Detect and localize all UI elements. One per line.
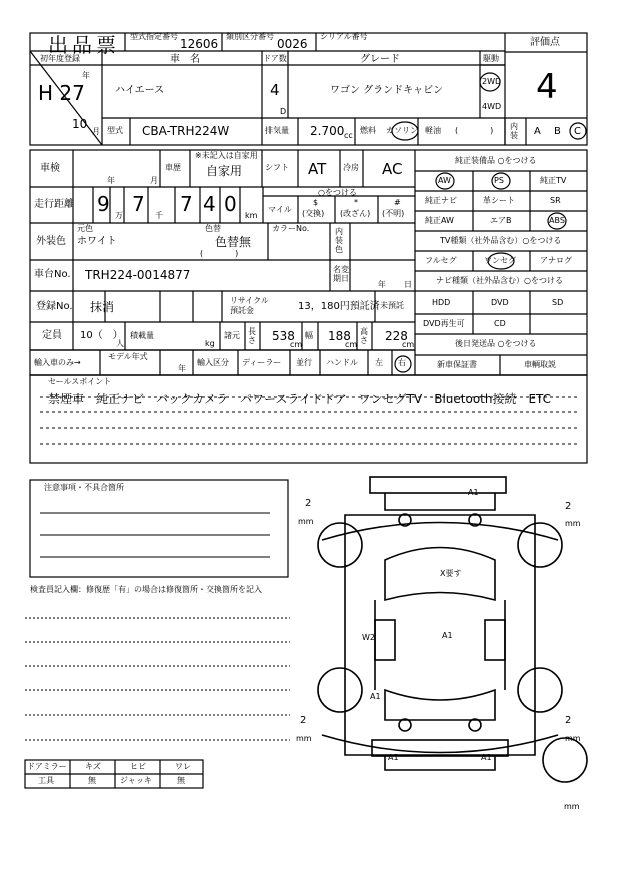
height-unit: cm [402,340,415,349]
meter-swap-a: $ [313,198,319,207]
steering-left: 左 [375,358,383,367]
mark-rear-bumper-left: A1 [388,753,399,762]
color-change: 色替無 [215,235,252,249]
rating-value: 4 [536,67,558,107]
color-change-label: 色替 [205,224,221,233]
tire-fr-mm: mm [565,519,581,528]
tools-value-3: ジャッキ [120,776,152,785]
registration-label: 登録No. [36,301,73,312]
capacity: 10（ ） [80,330,123,341]
tv-fullseg: フルセグ [425,256,457,265]
interior-color-label: 内装色 [335,227,343,254]
navi-title: ナビ種類（社外品含む）○をつける [436,276,563,285]
load-unit: kg [205,339,215,348]
model-year-unit: 年 [178,364,186,373]
chassis: TRH224-0014877 [85,268,191,282]
interior-label: 内装 [510,122,518,140]
navi-hdd: HDD [432,298,451,307]
tire-fl-mm: mm [298,517,314,526]
displacement: 2.700 [310,124,345,138]
type-no: 12606 [180,37,219,51]
mileage-digit-2: 7 [132,192,145,216]
equip-title: 純正装備品 ○をつける [455,156,537,165]
meter-swap-b: (交換) [302,209,325,218]
interior-b: B [554,126,561,137]
door-code: D [280,107,287,116]
doors: 4 [270,81,280,99]
interior-a: A [534,126,541,137]
grade-label: グレード [360,54,400,65]
name-change-year: 年 [378,280,386,289]
original-color-label: 元色 [77,224,93,233]
inspection-label: 車検 [40,163,60,174]
equip-navi: 純正ナビ [425,196,457,205]
mark-left-door: W2 [362,633,375,642]
month-unit: 月 [92,127,100,136]
mileage-digit-3: 7 [180,192,193,216]
navi-dvd: DVD [491,298,509,307]
first-reg-month: 10 [72,117,88,131]
tools-value-4: 無 [177,776,185,785]
meter-unknown-b: (不明) [382,209,405,218]
spare-mm: mm [564,802,580,811]
sales-text: 禁煙車 純正ナビ バックカメラ パワースライドドア ワンセグTV Bluetooth接続 ETC [48,392,552,406]
tv-title: TV種類（社外品含む）○をつける [440,236,562,245]
dealer: ディーラー [242,358,282,367]
mileage-unit-sen: 千 [155,211,163,220]
tire-rr-mm: mm [565,734,581,743]
tire-rr-depth: 2 [565,715,572,726]
notes-label: 注意事項・不具合箇所 [44,483,124,492]
shift: AT [308,160,327,178]
serial-label: シリアル番号 [320,32,368,41]
meter-mile: マイル [268,205,292,214]
mark-center: A1 [442,631,453,640]
recycle-alt: 未預託 [380,301,404,310]
meter-unknown-a: # [394,198,401,207]
mileage-label: 走行距離 [34,199,74,210]
rating-label: 評価点 [530,37,560,48]
navi-sd: SD [552,298,564,307]
load-label: 積載量 [130,331,154,340]
equip-genuine-aw: 純正AW [425,216,454,225]
km-unit: km [245,211,258,220]
registration: 抹消 [90,300,115,314]
usage-note: ※未記入は自家用 [195,151,258,160]
color-code-label: カラーNo. [272,224,310,233]
drive-label: 駆動 [483,54,499,63]
height: 228 [385,329,408,343]
mileage-unit-man: 万 [115,211,123,220]
width-label: 幅 [305,331,313,340]
tools-header-2: キズ [85,762,101,771]
interior-c: C [574,126,581,137]
navi-cd: CD [494,319,506,328]
class-no: 0026 [277,37,308,51]
equip-tv: 純正TV [540,176,567,185]
meter-tamper-b: (改ざん) [340,209,371,218]
tools-header-1: ドアミラー [27,762,67,771]
inspection-month: 月 [150,176,158,185]
length: 538 [272,329,295,343]
year-unit: 年 [82,71,90,80]
displacement-label: 排気量 [265,126,289,135]
equip-airbag: エアB [490,216,512,225]
import-label: 輸入車のみ→ [34,358,81,367]
dims-label: 諸元 [224,331,240,340]
ac-label: 冷房 [343,163,359,172]
tire-fr-depth: 2 [565,501,572,512]
inspector-label: 検査員記入欄：修復歴「有」の場合は修復箇所・交換箇所を記入 [30,585,262,594]
grade: ワゴン グランドキャビン [330,85,444,96]
equip-abs: ABS [549,216,565,225]
tire-rl-depth: 2 [300,715,307,726]
docs-warranty: 新車保証書 [437,360,477,369]
type-no-label: 型式指定番号 [130,32,178,41]
sales-label: セールスポイント [48,377,112,386]
tire-fl-depth: 2 [305,498,312,509]
fuel-paren: ( ) [455,126,494,135]
name-change-label: 名変期日 [333,265,349,283]
tools-header-4: ワレ [175,762,191,771]
car-name-label: 車 名 [170,54,200,65]
tools-header-3: ヒビ [130,762,146,771]
color-paren: ( ) [200,249,239,258]
height-label: 高さ [360,327,368,345]
mileage-digit-1: 9 [97,192,110,216]
usage-label: 車歴 [165,163,181,172]
tools-value-2: 無 [88,776,96,785]
recycle-label: リサイクル預託金 [230,296,269,315]
navi-dvd-play: DVD再生可 [423,319,465,328]
model-label: 型式 [107,126,123,135]
tv-oneseg: ワンセグ [484,256,516,265]
mileage-digit-5: 0 [224,192,237,216]
equip-sr: SR [550,196,561,205]
tv-analog: アナログ [540,256,572,265]
first-reg-era: H 27 [38,81,85,105]
class-no-label: 類別区分番号 [226,32,274,41]
car-name: ハイエース [115,85,165,96]
capacity-label: 定員 [42,330,62,341]
inspection-year: 年 [107,176,115,185]
tire-rl-mm: mm [296,734,312,743]
displacement-unit: cc [344,131,353,140]
width: 188 [328,329,351,343]
docs-title: 後日発送品 ○をつける [455,339,537,348]
length-label: 長さ [248,327,256,345]
drive-4wd: 4WD [482,102,502,111]
width-unit: cm [345,340,358,349]
steering-right: 右 [398,358,406,367]
equip-ps: PS [494,176,504,185]
form-title: 出品票 [48,33,120,57]
mileage-digit-4: 4 [203,192,216,216]
tools-value-1: 工具 [38,776,54,785]
first-reg-label: 初年度登録 [40,54,80,63]
import-type-label: 輸入区分 [197,358,229,367]
model-year-label: モデル年式 [108,352,148,361]
mark-rear-left: A1 [370,692,381,701]
fuel: ガソリン [386,126,418,135]
steering-label: ハンドル [326,358,358,367]
mark-rear-bumper-right: A1 [481,753,492,762]
meter-check-note: ○をつける [318,188,357,197]
model: CBA-TRH224W [142,124,230,138]
person-unit: 人 [116,339,124,348]
doors-label: ドア数 [263,54,287,63]
meter-tamper-a: * [354,198,358,207]
ac: AC [382,160,403,178]
equip-aw: AW [438,176,451,185]
mark-roof: X要す [440,569,462,578]
color-label: 外装色 [36,236,66,247]
equip-leather: 革シート [483,196,515,205]
original-color: ホワイト [77,236,117,247]
mark-front-bumper: A1 [468,488,479,497]
fuel-label: 燃料 [360,126,376,135]
chassis-label: 車台No. [34,269,71,280]
length-unit: cm [290,340,303,349]
shift-label: シフト [265,163,289,172]
car-diagram [318,477,587,782]
usage: 自家用 [206,164,243,178]
recycle: 13，180円預託済 [298,301,380,312]
parallel: 並行 [296,358,312,367]
name-change-day: 日 [404,280,412,289]
fuel-alt: 軽油 [425,126,441,135]
drive-2wd: 2WD [482,77,502,86]
docs-manual: 車輌取説 [524,360,556,369]
